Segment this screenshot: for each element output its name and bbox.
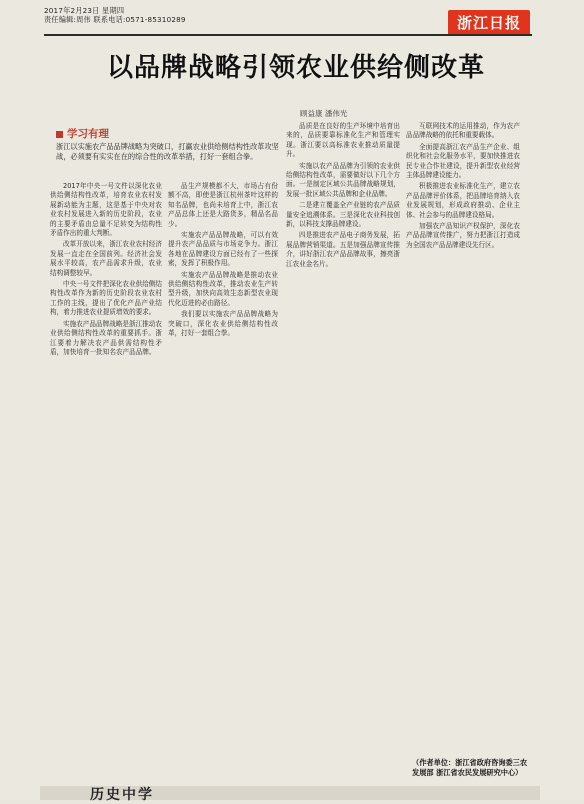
editor-line: 责任编辑:周伟 联系电话:0571-85310289 xyxy=(44,15,186,24)
paragraph: 我们要以实施农产品品牌战略为突破口，深化农业供给侧结构性改革，打好一套组合拳。 xyxy=(168,310,278,338)
author-note: （作者单位：浙江省政府咨询委三农发展部 浙江省农民发展研究中心） xyxy=(412,758,528,777)
article-byline: 顾益康 潘伟光 xyxy=(300,109,348,118)
article-column-3 xyxy=(286,122,400,792)
masthead-meta xyxy=(44,6,186,24)
section-marker-icon xyxy=(56,131,63,138)
paragraph: 全面提高浙江农产品生产企业、组织化和社会化服务水平，要加快推进农民专业合作社建设，提升新型农业经营主体品牌建设能力。 xyxy=(406,142,520,180)
paragraph: 品质是在良好的生产环境中培育出来的，品质要靠标准化生产和管理实现。浙江要以高标准农业推动质量提升。 xyxy=(286,122,400,159)
paragraph: 2017年中央一号文件以深化农业供给侧结构性改革，培育农业农村发展新动能为主题，这是基于中央对农业农村发展进入新的历史阶段，农业的主要矛盾由总量不足转变为结构性矛盾作出的重大判断。 xyxy=(50,182,162,238)
masthead xyxy=(44,6,544,32)
article-column-1 xyxy=(50,182,162,792)
article-abstract: 浙江以实施农产品品牌战略为突破口，打赢农业供给侧结构性改革攻坚战，必须要有实实在在的综合性的改革举措，打好一套组合拳。 xyxy=(56,142,279,161)
paragraph: 实施以农产品品牌为引领的农业供给侧结构性改革，需要做好以下几个方面。一是制定区域公共品牌战略规划，发展一批区域公共品牌和企业品牌。 xyxy=(286,161,400,198)
paragraph: 二是建立覆盖全产业链的农产品质量安全追溯体系。三是深化农业科技创新，以科技支撑品牌建设。 xyxy=(286,201,400,229)
paragraph: 实施农产品品牌战略是浙江推动农业供给侧结构性改革的重要抓手。浙江要着力解决农产品供需结构性矛盾，加快培育一批知名农产品品牌。 xyxy=(50,319,162,356)
next-article-title: 历史中学 xyxy=(90,787,154,803)
paragraph: 实施农产品品牌战略，可以有效提升农产品品质与市场竞争力。浙江各地在品牌建设方面已经有了一些探索，发挥了积极作用。 xyxy=(168,231,278,268)
masthead-rule xyxy=(44,34,532,36)
section-label-text: 学习有理 xyxy=(67,128,109,140)
paragraph: 实施农产品品牌战略是推动农业供给侧结构性改革，推动农业生产转型升级，加快向高效生态新型农业现代化迈进的必由路径。 xyxy=(168,270,278,307)
issue-date: 2017年2月23日 星期四 xyxy=(44,6,125,15)
article-column-4 xyxy=(406,122,520,792)
section-label xyxy=(56,126,109,141)
paragraph: 品生产规模都不大，市场占有份额不高，即使是浙江杭州茶叶这样的知名品牌，也尚未培育上中，浙江农产品总体上还是大路货多，精品名品少。 xyxy=(168,182,278,228)
paragraph: 中央一号文件把深化农业供给侧结构性改革作为新的历史阶段农业农村工作的主线，提出了优化产品产业结构，着力推进农业提质增效的要求。 xyxy=(50,280,162,317)
paragraph: 加强农产品知识产权保护，深化农产品品牌宣传推广，努力把浙江打造成为全国农产品品牌建设先行区。 xyxy=(406,222,520,249)
article-column-2 xyxy=(168,182,278,792)
paragraph: 四是推进农产品电子商务发展，拓展品牌营销渠道。五是加强品牌宣传推介，讲好浙江农产品品牌故事，擦亮浙江农业金名片。 xyxy=(286,231,400,268)
paragraph: 互联网技术的运用推动，作为农产品品牌战略的依托和重要载体。 xyxy=(406,122,520,140)
newspaper-logo: 浙江日报 xyxy=(448,10,530,36)
paragraph: 改革开放以来，浙江农业农村经济发展一直走在全国前列。经济社会发展水平较高，农产品需求升级，农业结构调整较早。 xyxy=(50,240,162,277)
article-headline: 以品牌战略引领农业供给侧改革 xyxy=(106,53,485,83)
paragraph: 积极推进农业标准化生产，建立农产品品牌评价体系，把品牌培育纳入农业发展规划，形成政府推动、企业主体、社会参与的品牌建设格局。 xyxy=(406,182,520,219)
